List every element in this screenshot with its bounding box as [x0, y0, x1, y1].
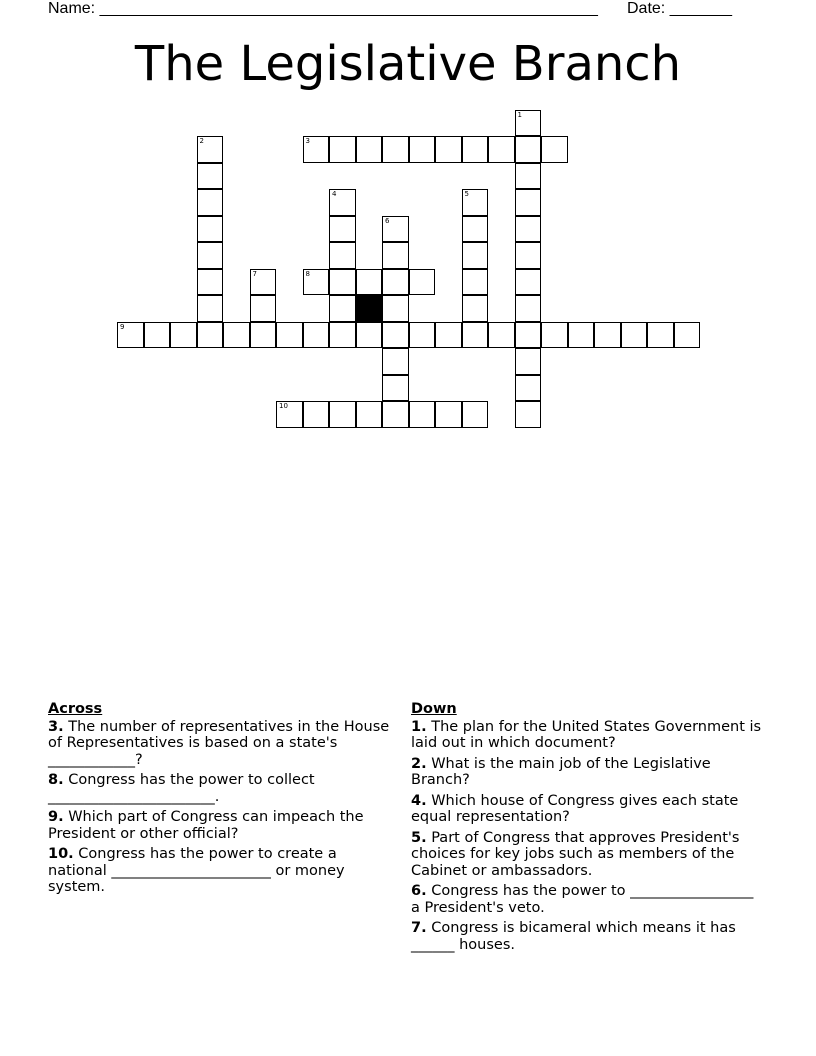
grid-cell	[488, 322, 515, 349]
clue-text: The plan for the United States Government is laid out in which document?	[411, 718, 762, 751]
grid-cell	[250, 269, 277, 296]
clue-number: 1.	[411, 718, 427, 735]
across-heading: Across	[48, 701, 103, 717]
clue-number: 10.	[48, 846, 74, 862]
grid-cell	[197, 163, 224, 190]
grid-cell	[462, 242, 489, 269]
clue-number: 6.	[411, 883, 427, 899]
down-clue	[411, 830, 766, 880]
grid-cell	[329, 189, 356, 216]
grid-cell	[144, 322, 171, 349]
grid-cell	[329, 242, 356, 269]
crossword-grid	[0, 0, 816, 440]
grid-cell	[462, 269, 489, 296]
name-field: Name: ________________________________________________________	[48, 0, 598, 17]
down-clue	[411, 883, 766, 916]
grid-cell	[409, 322, 436, 349]
grid-cell	[515, 216, 542, 243]
cell-number: 9	[120, 322, 125, 331]
clue-text: Which part of Congress can impeach the President or other official?	[48, 809, 364, 842]
grid-cell	[409, 269, 436, 296]
grid-cell	[515, 136, 542, 163]
clue-text: Congress has the power to collect _______________________.	[48, 772, 315, 805]
grid-cell	[462, 401, 489, 428]
grid-cell	[462, 136, 489, 163]
grid-cell	[197, 295, 224, 322]
grid-cell	[621, 322, 648, 349]
grid-cell	[276, 322, 303, 349]
grid-cell	[435, 401, 462, 428]
grid-cell	[541, 136, 568, 163]
down-heading: Down	[411, 701, 457, 717]
grid-cell	[197, 242, 224, 269]
cell-number: 6	[385, 216, 390, 225]
clue-text: Part of Congress that approves President's choices for key jobs such as members of the Cabinet or ambassadors.	[411, 829, 740, 879]
grid-cell	[462, 189, 489, 216]
grid-cell	[329, 269, 356, 296]
clue-number: 5.	[411, 829, 427, 846]
grid-cell	[515, 269, 542, 296]
clue-text: Congress is bicameral which means it has ______ houses.	[411, 920, 736, 953]
grid-cell	[568, 322, 595, 349]
cell-number: 7	[252, 269, 257, 278]
grid-cell	[515, 163, 542, 190]
across-clue	[48, 809, 398, 842]
grid-cell	[197, 322, 224, 349]
clue-text: What is the main job of the Legislative Branch?	[411, 755, 711, 788]
grid-cell	[197, 189, 224, 216]
grid-cell	[647, 322, 674, 349]
grid-cell	[303, 401, 330, 428]
grid-cell	[462, 322, 489, 349]
grid-cell	[515, 242, 542, 269]
grid-cell	[541, 322, 568, 349]
grid-cell	[356, 136, 383, 163]
grid-cell	[515, 110, 542, 137]
clue-number: 9.	[48, 809, 64, 825]
grid-cell	[462, 295, 489, 322]
grid-cell	[382, 269, 409, 296]
grid-cell	[250, 295, 277, 322]
down-clues	[411, 701, 766, 957]
clue-number: 8.	[48, 772, 64, 788]
across-clues	[48, 701, 398, 900]
clue-number: 2.	[411, 755, 427, 772]
black-square	[356, 295, 383, 322]
grid-cell	[382, 348, 409, 375]
down-clue	[411, 920, 766, 953]
grid-cell	[515, 375, 542, 402]
page-title: The Legislative Branch	[134, 36, 682, 92]
grid-cell	[223, 322, 250, 349]
clue-number: 4.	[411, 792, 427, 809]
grid-cell	[117, 322, 144, 349]
grid-cell	[170, 322, 197, 349]
clue-number: 3.	[48, 718, 64, 735]
across-clue	[48, 719, 398, 769]
clue-text: The number of representatives in the House of Representatives is based on a state's ____________?	[48, 718, 390, 768]
grid-cell	[197, 269, 224, 296]
grid-cell	[515, 401, 542, 428]
grid-cell	[329, 216, 356, 243]
across-clue	[48, 846, 398, 896]
grid-cell	[329, 136, 356, 163]
grid-cell	[515, 189, 542, 216]
clue-number: 7.	[411, 920, 427, 936]
grid-cell	[382, 216, 409, 243]
cell-number: 2	[199, 137, 204, 145]
grid-cell	[409, 136, 436, 163]
clue-text: Which house of Congress gives each state equal representation?	[411, 792, 739, 825]
grid-cell	[435, 136, 462, 163]
grid-cell	[303, 269, 330, 296]
grid-cell	[382, 295, 409, 322]
down-clue	[411, 793, 766, 826]
grid-cell	[329, 401, 356, 428]
grid-cell	[462, 216, 489, 243]
cell-number: 10	[279, 402, 288, 410]
grid-cell	[197, 216, 224, 243]
grid-cell	[435, 322, 462, 349]
grid-cell	[356, 322, 383, 349]
grid-cell	[382, 401, 409, 428]
grid-cell	[197, 136, 224, 163]
grid-cell	[515, 348, 542, 375]
cell-number: 4	[332, 190, 337, 198]
grid-cell	[303, 136, 330, 163]
grid-cell	[303, 322, 330, 349]
grid-cell	[515, 322, 542, 349]
grid-cell	[488, 136, 515, 163]
grid-cell	[515, 295, 542, 322]
grid-cell	[382, 322, 409, 349]
clue-text: Congress has the power to create a national ______________________ or money system.	[48, 846, 345, 895]
down-clue	[411, 756, 766, 789]
cell-number: 8	[305, 269, 310, 278]
down-clue	[411, 719, 766, 752]
grid-cell	[674, 322, 701, 349]
grid-cell	[276, 401, 303, 428]
across-clue	[48, 772, 398, 805]
grid-cell	[250, 322, 277, 349]
grid-cell	[382, 136, 409, 163]
date-field: Date: _______	[627, 0, 732, 17]
grid-cell	[356, 401, 383, 428]
cell-number: 5	[464, 190, 469, 198]
grid-cell	[594, 322, 621, 349]
grid-cell	[329, 295, 356, 322]
grid-cell	[329, 322, 356, 349]
cell-number: 1	[517, 110, 522, 119]
grid-cell	[356, 269, 383, 296]
grid-cell	[382, 375, 409, 402]
grid-cell	[409, 401, 436, 428]
cell-number: 3	[305, 137, 310, 145]
grid-cell	[382, 242, 409, 269]
clue-text: Congress has the power to _________________ a President's veto.	[411, 883, 754, 916]
